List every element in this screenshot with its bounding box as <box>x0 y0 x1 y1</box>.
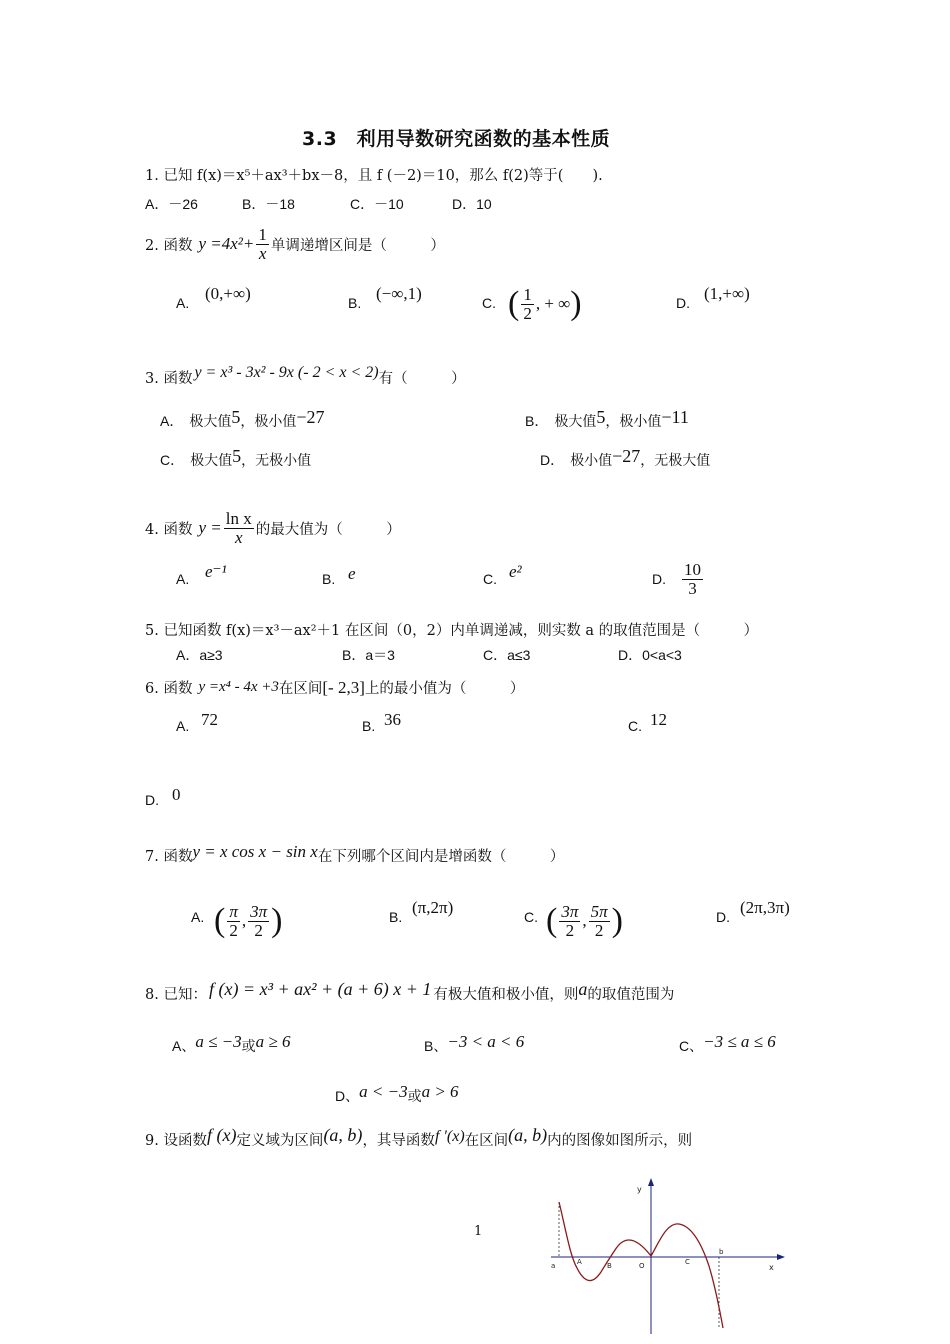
q3-option-d <box>540 446 711 470</box>
q3-c-value1: 5 <box>232 446 242 466</box>
q9-derivative: f ′(x) <box>434 1128 465 1145</box>
q7-option-a <box>214 903 282 940</box>
q2-option-a: (0,+∞) <box>205 284 251 303</box>
q8-prefix: 8. 已知： <box>145 987 207 1003</box>
q6-option-d: 0 <box>172 785 181 804</box>
q2-option-b: (−∞,1) <box>376 284 422 303</box>
q1-option-d: D．10 <box>452 196 492 212</box>
q9-f: f (x) <box>206 1125 237 1145</box>
graph-point-B: B <box>607 1262 612 1270</box>
q8-option-d <box>335 1082 459 1106</box>
q3-b-value1: 5 <box>596 407 606 427</box>
q8-label-a: A、 <box>172 1038 196 1054</box>
q8-label-c: C、 <box>679 1038 704 1054</box>
q7-a-comma: , <box>241 911 247 931</box>
q7-option-b: (π,2π) <box>412 898 454 917</box>
q5-option-d: D．0<a<3 <box>618 647 682 663</box>
q6-expression: y =x⁴ - 4x +3 <box>198 679 279 695</box>
q2-c-fraction <box>521 286 534 323</box>
q3-expression: y = x³ - 3x² - 9x (- 2 < x < 2) <box>194 364 379 381</box>
q3-label-c: C． <box>160 452 185 468</box>
q2-c-rest: , + ∞ <box>535 294 571 314</box>
q8-option-c <box>679 1032 776 1056</box>
q2-c-right-paren: ) <box>570 285 582 323</box>
q2-option-c <box>508 286 582 323</box>
q2-frac-denominator: x <box>258 243 267 263</box>
q4-option-a: e⁻¹ <box>205 562 227 581</box>
q6-option-c: 12 <box>650 710 667 729</box>
q8-label-b: B、 <box>424 1038 448 1054</box>
q7-label-a: A. <box>191 909 205 925</box>
q2-label-d: D. <box>676 295 690 311</box>
q1-option-b: B．－18 <box>242 196 295 212</box>
question-1-stem: 1. 已知 f(x)＝x⁵＋ax³＋bx－8，且 f (－2)＝10，那么 f(2)等于( ). <box>145 168 603 184</box>
q7-a-den1: 2 <box>229 920 238 940</box>
q7-suffix: 在下列哪个区间内是增函数（ ） <box>317 849 565 865</box>
q3-b-text2: ，极小值 <box>605 413 662 429</box>
q3-option-b <box>525 407 689 431</box>
q4-suffix: 的最大值为（ ） <box>255 521 401 538</box>
q5-option-c: C．a≤3 <box>483 647 531 663</box>
q3-c-text1: 极大值 <box>190 452 233 468</box>
graph-point-O: O <box>639 1262 645 1270</box>
q2-c-left-paren: ( <box>508 285 520 323</box>
q7-c-num2: 5π <box>590 902 608 921</box>
graph-y-label: y <box>637 1185 642 1194</box>
q2-prefix: 2. 函数 <box>145 237 193 254</box>
question-4-stem <box>145 510 401 547</box>
q2-function-lhs: y =4x²+ <box>198 234 255 254</box>
q3-a-text2: ，极小值 <box>240 413 297 429</box>
q4-prefix: 4. 函数 <box>145 521 193 538</box>
q4-label-a: A. <box>176 571 190 587</box>
q7-a-right-paren: ) <box>271 902 283 940</box>
q4-label-b: B. <box>322 571 336 587</box>
q3-d-value1: −27 <box>612 446 641 466</box>
q7-c-right-paren: ) <box>611 902 623 940</box>
q3-b-value2: −11 <box>661 407 689 427</box>
q2-c-numerator: 1 <box>523 285 532 304</box>
q8-a-or: 或 <box>241 1038 256 1054</box>
q7-prefix: 7. 函数 <box>145 849 193 865</box>
q4-frac-numerator: ln x <box>225 509 252 528</box>
q3-option-c <box>160 446 312 470</box>
q9-text1: 定义域为区间 <box>236 1133 324 1149</box>
q7-option-c <box>546 903 623 940</box>
q7-a-den2: 2 <box>254 920 263 940</box>
q6-suffix: 上的最小值为（ ） <box>364 681 525 697</box>
q6-label-c: C. <box>628 718 642 734</box>
q3-label-a: A． <box>160 413 184 429</box>
q7-label-d: D. <box>716 909 730 925</box>
q9-text2: ，其导函数 <box>362 1133 435 1149</box>
q4-label-c: C. <box>483 571 497 587</box>
q8-d-part2: a > 6 <box>421 1082 459 1101</box>
q4-lhs: y = <box>198 518 222 538</box>
q7-c-den2: 2 <box>594 920 604 940</box>
q8-expression: f (x) = x³ + ax² + (a + 6) x + 1 <box>208 979 432 999</box>
q2-label-a: A. <box>176 295 190 311</box>
q7-a-left-paren: ( <box>214 902 226 940</box>
derivative-graph <box>545 1176 790 1336</box>
graph-point-a: a <box>551 1262 556 1270</box>
q4-frac-denominator: x <box>234 527 243 547</box>
q7-c-den1: 2 <box>565 920 575 940</box>
q5-option-a: A．a≥3 <box>176 647 223 663</box>
question-6-stem <box>145 677 524 698</box>
q7-label-c: C. <box>524 909 538 925</box>
q9-interval2: (a, b) <box>508 1125 548 1145</box>
question-5-stem: 5. 已知函数 f(x)＝x³－ax²＋1 在区间（0，2）内单调递减，则实数 a 的取值范围是（ ） <box>145 623 759 639</box>
q4-label-d: D. <box>652 571 666 587</box>
q6-prefix: 6. 函数 <box>145 681 193 697</box>
q8-c-value: −3 ≤ a ≤ 6 <box>703 1032 776 1051</box>
q7-c-frac2 <box>589 903 610 940</box>
q4-d-numerator: 10 <box>684 560 701 579</box>
graph-point-C: C <box>685 1258 690 1266</box>
q8-mid: 有极大值和极小值，则 <box>433 987 579 1003</box>
q4-d-denominator: 3 <box>688 578 697 598</box>
question-2-stem <box>145 226 445 263</box>
q3-label-d: D． <box>540 452 565 468</box>
q7-c-num1: 3π <box>561 902 579 921</box>
q3-a-value1: 5 <box>231 407 241 427</box>
q4-option-b: e <box>348 564 356 583</box>
q1-option-a: A．－26 <box>145 196 198 212</box>
q2-label-c: C. <box>482 295 496 311</box>
q6-label-b: B. <box>362 718 376 734</box>
q2-label-b: B. <box>348 295 362 311</box>
q7-expression: y = x cos x − sin x <box>192 842 318 861</box>
q7-option-d: (2π,3π) <box>740 898 790 917</box>
question-9-stem <box>145 1125 693 1152</box>
graph-x-label: x <box>769 1263 774 1272</box>
q8-b-value: −3 < a < 6 <box>447 1032 525 1051</box>
graph-x-arrow <box>777 1254 785 1260</box>
q6-option-b: 36 <box>384 710 401 729</box>
q2-c-denominator: 2 <box>523 303 532 323</box>
q3-a-value2: −27 <box>296 407 325 427</box>
q8-suffix: 的取值范围为 <box>587 987 675 1003</box>
q3-prefix: 3. 函数 <box>145 371 193 387</box>
graph-point-A: A <box>577 1258 582 1266</box>
question-3-stem <box>145 364 466 390</box>
q9-prefix: 9. 设函数 <box>145 1133 207 1149</box>
q7-c-comma: , <box>582 911 587 931</box>
q7-c-frac1 <box>559 903 580 940</box>
q6-interval: [- 2,3] <box>322 677 365 697</box>
q3-a-text1: 极大值 <box>189 413 232 429</box>
q8-d-part1: a < −3 <box>359 1082 408 1101</box>
q8-a-part1: a ≤ −3 <box>195 1032 242 1051</box>
page-number: 1 <box>474 1224 483 1239</box>
q6-label-a: A. <box>176 718 190 734</box>
q2-option-d: (1,+∞) <box>704 284 750 303</box>
q3-d-text1: 极小值 <box>570 452 613 468</box>
q8-variable: a <box>578 979 588 999</box>
q8-a-part2: a ≥ 6 <box>255 1032 291 1051</box>
q8-d-or: 或 <box>407 1088 422 1104</box>
q4-d-fraction <box>682 561 703 598</box>
q3-b-text1: 极大值 <box>554 413 597 429</box>
q2-fraction <box>256 226 269 263</box>
q2-frac-numerator: 1 <box>258 225 267 244</box>
q2-suffix: 单调递增区间是（ ） <box>270 237 445 254</box>
q7-a-frac2 <box>248 903 269 940</box>
q4-fraction <box>224 510 254 547</box>
q7-c-left-paren: ( <box>546 902 558 940</box>
q4-option-c: e² <box>509 562 522 581</box>
q3-suffix: 有（ ） <box>378 371 466 387</box>
q6-mid: 在区间 <box>278 681 323 697</box>
q7-a-num2: 3π <box>250 902 268 921</box>
q7-a-frac1 <box>227 903 240 940</box>
q7-a-num1: π <box>229 902 238 921</box>
q3-label-b: B． <box>525 413 549 429</box>
q9-text3: 在区间 <box>464 1133 509 1149</box>
q1-option-c: C．－10 <box>350 196 404 212</box>
q3-c-text2: ，无极小值 <box>241 452 312 468</box>
question-8-stem <box>145 979 675 1006</box>
q8-option-a <box>172 1032 291 1056</box>
q3-option-a <box>160 407 325 431</box>
q5-option-b: B．a＝3 <box>342 647 395 663</box>
question-7-stem <box>145 842 565 868</box>
q6-label-d: D. <box>145 792 159 808</box>
q9-text4: 内的图像如图所示，则 <box>547 1133 693 1149</box>
graph-y-arrow <box>648 1178 654 1186</box>
q3-d-text2: ，无极大值 <box>640 452 711 468</box>
q9-interval1: (a, b) <box>323 1125 363 1145</box>
q8-label-d: D、 <box>335 1088 360 1104</box>
q4-option-d <box>680 561 705 598</box>
graph-point-b: b <box>719 1248 724 1256</box>
q7-label-b: B. <box>389 909 403 925</box>
q6-option-a: 72 <box>201 710 218 729</box>
page-title: 3.3 利用导数研究函数的基本性质 <box>302 128 611 150</box>
q8-option-b <box>424 1032 525 1056</box>
